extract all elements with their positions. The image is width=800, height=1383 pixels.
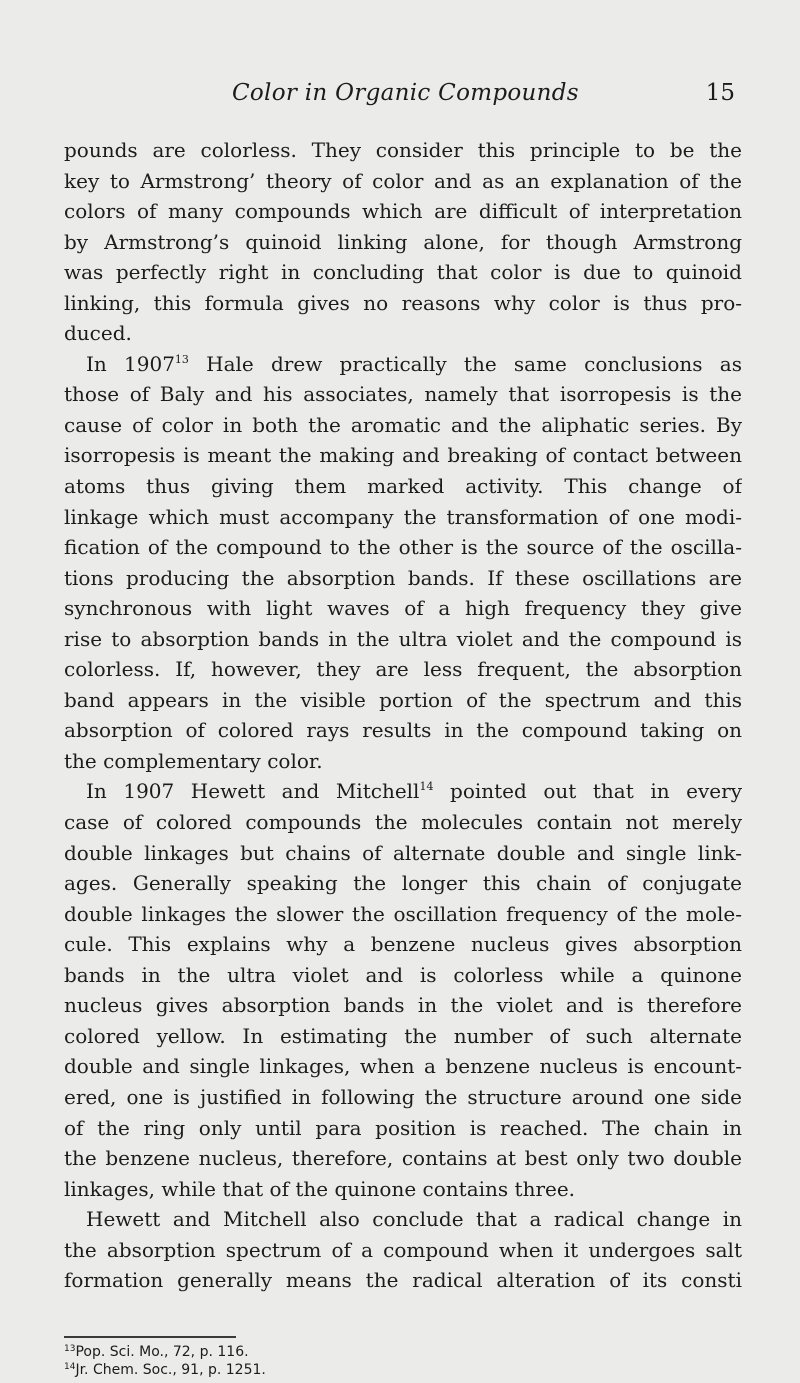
running-header (0, 80, 800, 120)
footnote-text: Jr. Chem. Soc., 91, p. 1251. (75, 1362, 266, 1378)
footnote-text: Pop. Sci. Mo., 72, p. 116. (75, 1344, 249, 1360)
text-line: synchronous with light waves of a high frequency they give (64, 596, 742, 621)
text-line: key to Armstrong’ theory of color and as an explanation of the (64, 168, 742, 193)
text-line: ages. Generally speaking the longer this chain of conjugate (64, 871, 742, 896)
text-line: fication of the compound to the other is the source of the oscilla- (64, 535, 742, 560)
text-line: the complementary color. (64, 748, 323, 773)
running-title: Color in Organic Compounds (232, 80, 579, 106)
text-line: Hewett and Mitchell also conclude that a radical change in (86, 1207, 742, 1232)
text-line: atoms thus giving them marked activity. This change of (64, 474, 742, 499)
footnote-mark: 13 (64, 1344, 76, 1354)
footnote-ref[interactable]: 14 (419, 780, 434, 794)
text-line: colored yellow. In estimating the number of such alternate (64, 1023, 742, 1048)
text-line: ered, one is justified in following the structure around one side (64, 1084, 742, 1109)
text-line: double linkages the slower the oscillation frequency of the mole- (64, 901, 742, 926)
text-line: nucleus gives absorption bands in the violet and is therefore (64, 993, 742, 1018)
text-line: linkages, while that of the quinone contains three. (64, 1176, 576, 1201)
text-line: In 1907$^{13}$ Hale drew practically the same conclusions as (86, 351, 742, 376)
footnotes (64, 1343, 266, 1379)
body-text (64, 135, 742, 1296)
footnote-rule (64, 1336, 236, 1338)
footnote (64, 1343, 266, 1361)
paragraph (64, 135, 742, 349)
text-line: duced. (64, 321, 132, 346)
text-line: was perfectly right in concluding that color is due to quinoid (64, 260, 742, 285)
text-line: cause of color in both the aromatic and the aliphatic series. By (64, 412, 742, 437)
text-line: of the ring only until para position is reached. The chain in (64, 1115, 742, 1140)
text-line: linking, this formula gives no reasons why color is thus pro- (64, 290, 742, 315)
paragraph (64, 1204, 742, 1296)
text-line: isorropesis is meant the making and breaking of contact between (64, 443, 742, 468)
text-line: absorption of colored rays results in the compound taking on (64, 718, 742, 743)
page-number: 15 (705, 80, 735, 106)
paragraph (64, 349, 742, 777)
text-line: rise to absorption bands in the ultra violet and the compound is (64, 626, 742, 651)
text-line: colors of many compounds which are difficult of interpretation (64, 199, 742, 224)
text-line: double and single linkages, when a benzene nucleus is encount- (64, 1054, 742, 1079)
footnote-ref[interactable]: 13 (174, 352, 189, 366)
text-line: the absorption spectrum of a compound when it undergoes salt (64, 1237, 742, 1262)
text-line: colorless. If, however, they are less frequent, the absorption (64, 657, 742, 682)
text-line: tions producing the absorption bands. If these oscillations are (64, 565, 742, 590)
text-line: those of Baly and his associates, namely that isorropesis is the (64, 382, 742, 407)
footnote-mark: 14 (64, 1362, 76, 1372)
text-line: cule. This explains why a benzene nucleus gives absorption (64, 932, 742, 957)
footnote (64, 1361, 266, 1379)
text-line: double linkages but chains of alternate double and single link- (64, 840, 742, 865)
text-line: bands in the ultra violet and is colorless while a quinone (64, 962, 742, 987)
text-line: formation generally means the radical alteration of its consti (64, 1268, 742, 1293)
text-line: the benzene nucleus, therefore, contains at best only two double (64, 1146, 742, 1171)
text-line: case of colored compounds the molecules contain not merely (64, 810, 742, 835)
text-line: band appears in the visible portion of the spectrum and this (64, 687, 742, 712)
paragraph (64, 776, 742, 1204)
text-line: pounds are colorless. They consider this principle to be the (64, 138, 742, 162)
text-line: linkage which must accompany the transformation of one modi- (64, 504, 742, 529)
text-line: In 1907 Hewett and Mitchell$^{14}$ pointed out that in every (86, 779, 742, 804)
text-line: by Armstrong’s quinoid linking alone, for though Armstrong (64, 229, 742, 254)
